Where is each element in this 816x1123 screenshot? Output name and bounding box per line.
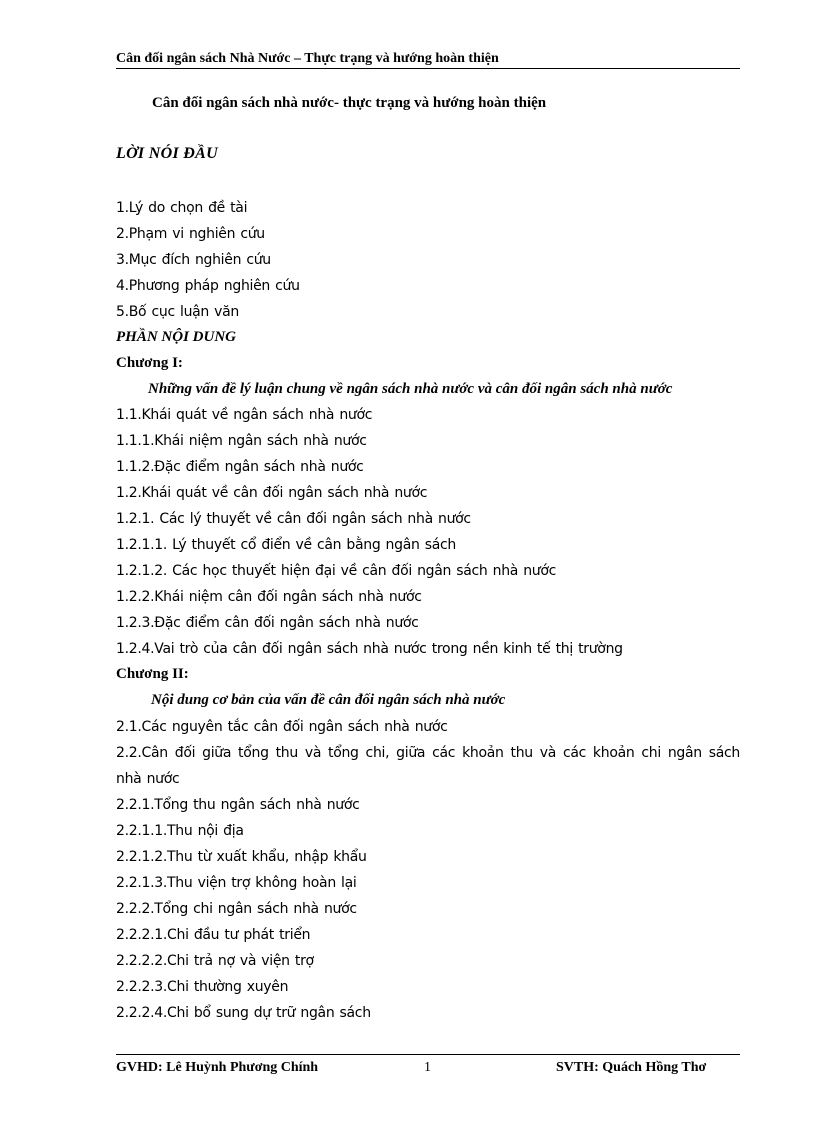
toc-entry: 1.2.3.Đặc điểm cân đối ngân sách nhà nước bbox=[116, 615, 419, 631]
footer-instructor: GVHD: Lê Huỳnh Phương Chính bbox=[116, 1060, 319, 1075]
toc-entry: 1.2.1.2. Các học thuyết hiện đại về cân đối ngân sách nhà nước bbox=[116, 563, 557, 579]
content-heading: PHẦN NỘI DUNG bbox=[116, 329, 236, 345]
chapter-1-label: Chương I: bbox=[116, 355, 183, 371]
chapter-2-title: Nội dung cơ bản của vấn đề cân đối ngân sách nhà nước bbox=[151, 692, 506, 708]
toc-entry: 1.1.1.Khái niệm ngân sách nhà nước bbox=[116, 433, 367, 449]
toc-entry: 1.2.4.Vai trò của cân đối ngân sách nhà nước trong nền kinh tế thị trường bbox=[116, 641, 623, 657]
toc-entry: 5.Bố cục luận văn bbox=[116, 304, 239, 320]
toc-entry: 2.2.1.1.Thu nội địa bbox=[116, 823, 244, 839]
toc-entry: 1.2.Khái quát về cân đối ngân sách nhà nước bbox=[116, 485, 428, 501]
toc-entry: 1.1.2.Đặc điểm ngân sách nhà nước bbox=[116, 459, 364, 475]
toc-entry: 2.2.2.2.Chi trả nợ và viện trợ bbox=[116, 953, 314, 969]
toc-entry: 1.2.1.1. Lý thuyết cổ điển về cân bằng ngân sách bbox=[116, 537, 456, 553]
footer-divider bbox=[116, 1054, 740, 1055]
page-number: 1 bbox=[424, 1060, 431, 1075]
toc-entry: 2.2.2.3.Chi thường xuyên bbox=[116, 979, 289, 995]
toc-entry: 2.2.2.4.Chi bổ sung dự trữ ngân sách bbox=[116, 1005, 371, 1021]
preface-heading: LỜI NÓI ĐẦU bbox=[116, 145, 218, 162]
toc-entry: 2.2.Cân đối giữa tổng thu và tổng chi, giữa các khoản thu và các khoản chi ngân sách nhà nước bbox=[116, 745, 740, 787]
toc-entry: 1.1.Khái quát về ngân sách nhà nước bbox=[116, 407, 373, 423]
toc-entry: 1.2.1. Các lý thuyết về cân đối ngân sách nhà nước bbox=[116, 511, 471, 527]
toc-entry: 2.1.Các nguyên tắc cân đối ngân sách nhà nước bbox=[116, 719, 448, 735]
toc-entry: 3.Mục đích nghiên cứu bbox=[116, 252, 271, 268]
footer-student: SVTH: Quách Hồng Thơ bbox=[556, 1060, 707, 1075]
toc-entry: 2.2.2.Tổng chi ngân sách nhà nước bbox=[116, 901, 357, 917]
toc-entry: 1.Lý do chọn đề tài bbox=[116, 200, 248, 216]
running-header: Cân đối ngân sách Nhà Nước – Thực trạng và hướng hoàn thiện bbox=[116, 50, 740, 69]
chapter-2-label: Chương II: bbox=[116, 666, 189, 682]
toc-entry: 2.2.1.Tổng thu ngân sách nhà nước bbox=[116, 797, 360, 813]
toc-entry: 1.2.2.Khái niệm cân đối ngân sách nhà nước bbox=[116, 589, 422, 605]
toc-entry: 4.Phương pháp nghiên cứu bbox=[116, 278, 300, 294]
toc-entry: 2.Phạm vi nghiên cứu bbox=[116, 226, 265, 242]
chapter-1-title: Những vấn đề lý luận chung về ngân sách nhà nước và cân đối ngân sách nhà nước bbox=[148, 381, 673, 397]
toc-entry: 2.2.2.1.Chi đầu tư phát triển bbox=[116, 927, 311, 943]
toc-entry: 2.2.1.3.Thu viện trợ không hoàn lại bbox=[116, 875, 357, 891]
document-title: Cân đối ngân sách nhà nước- thực trạng và hướng hoàn thiện bbox=[152, 95, 547, 111]
toc-entry: 2.2.1.2.Thu từ xuất khẩu, nhập khẩu bbox=[116, 849, 367, 865]
